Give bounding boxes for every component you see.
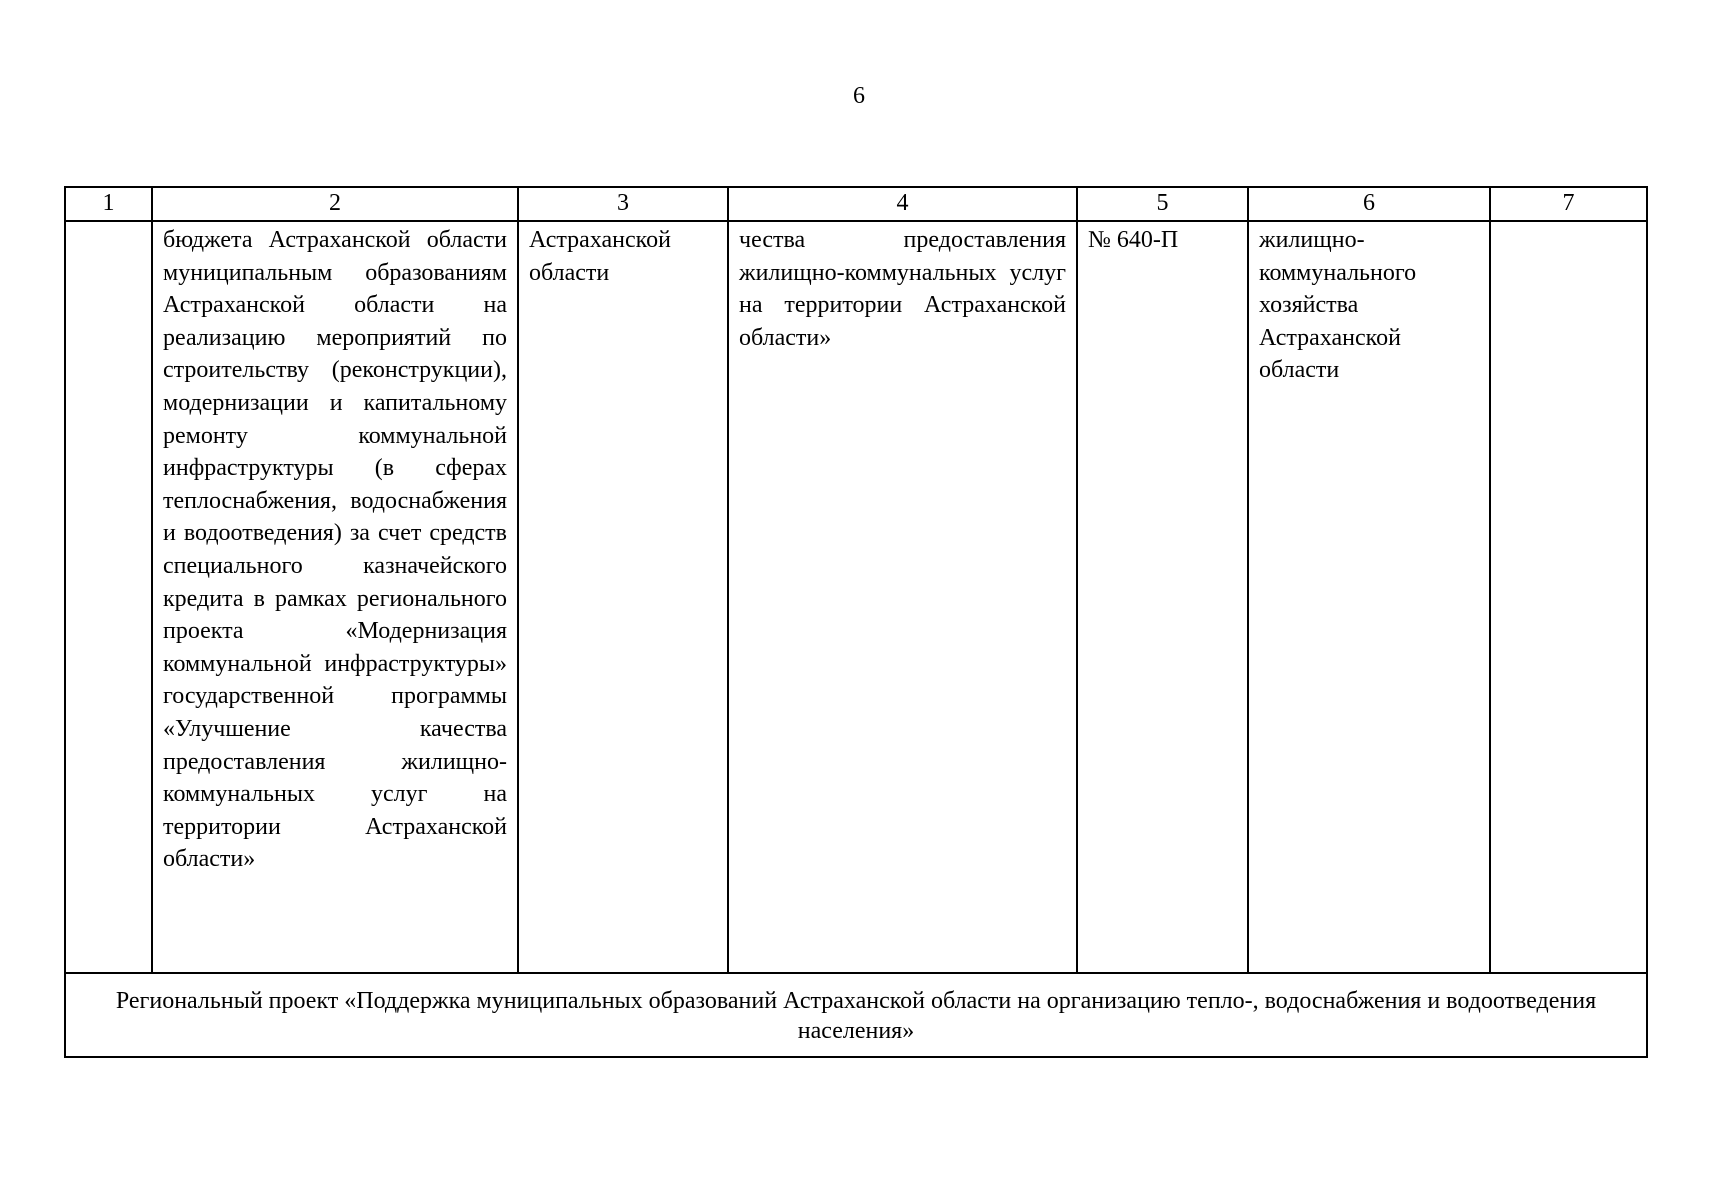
cell-col4-text: чества предоставления жилищно-коммунальных услуг на территории Астраханской области» [739, 227, 1066, 351]
column-header-6: 6 [1248, 187, 1490, 221]
column-header-1: 1 [65, 187, 152, 221]
table-row [65, 221, 1647, 973]
cell-col5-text: № 640-П [1088, 227, 1179, 253]
cell-col1 [65, 221, 152, 973]
column-header-7: 7 [1490, 187, 1647, 221]
cell-col3 [518, 221, 728, 973]
cell-col6 [1248, 221, 1490, 973]
cell-col2-text: бюджета Астраханской области муниципальным образованиям Астраханской области на реализацию мероприятий по строительству (реконструкции), модернизации и капитальному ремонту коммунальной инфраструктуры (в сферах теплоснабжения, водоснабжения и водоотведения) за счет средств специального казначейского кредита в рамках регионального проекта «Модернизация коммунальной инфраструктуры» государственной программы «Улучшение качества предоставления жилищно-коммунальных услуг на территории Астраханской области» [163, 227, 507, 873]
regional-project-row [65, 973, 1647, 1057]
cell-col2 [152, 221, 518, 973]
document-table [64, 186, 1648, 1058]
column-header-5: 5 [1077, 187, 1248, 221]
cell-col6-text: жилищно-коммунального хозяйства Астраханской области [1259, 227, 1417, 384]
cell-col5 [1077, 221, 1248, 973]
column-header-2: 2 [152, 187, 518, 221]
page-number: 6 [853, 83, 865, 109]
column-header-4: 4 [728, 187, 1077, 221]
cell-col3-text: Астраханской области [529, 227, 671, 286]
column-header-3: 3 [518, 187, 728, 221]
regional-project-title: Региональный проект «Поддержка муниципальных образований Астраханской области на организацию тепло-, водоснабжения и водоотведения населения» [65, 973, 1647, 1057]
cell-col4 [728, 221, 1077, 973]
cell-col7 [1490, 221, 1647, 973]
table-header-row [65, 187, 1647, 221]
